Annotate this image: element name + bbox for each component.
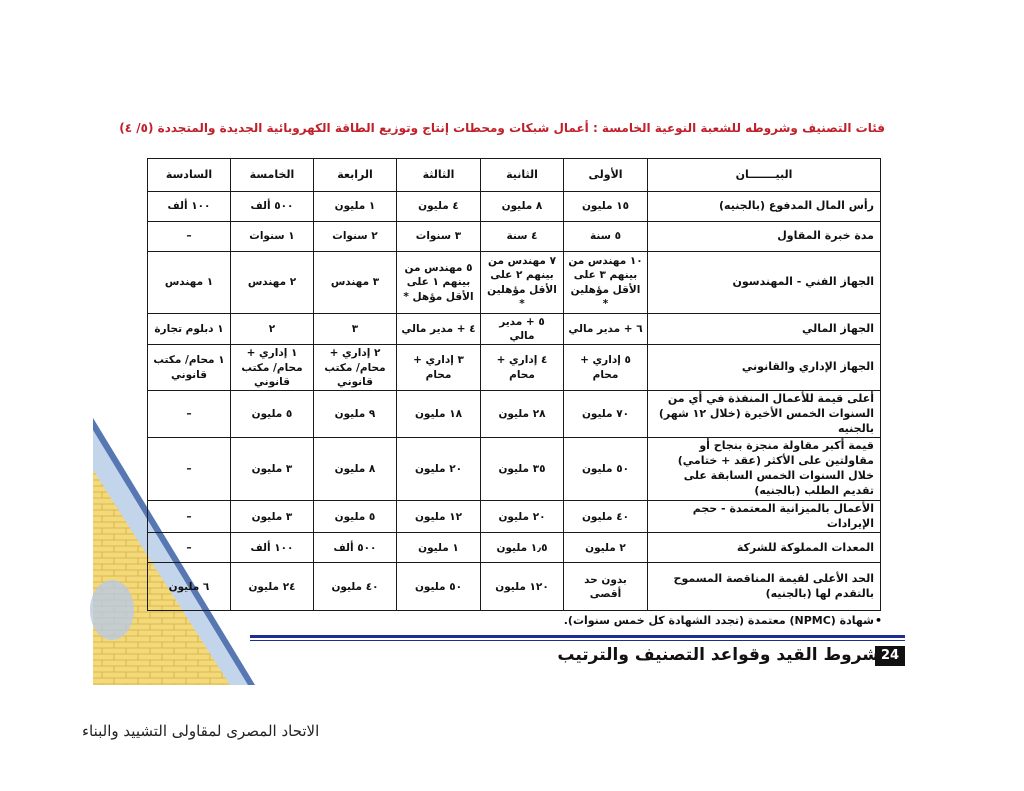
table-cell: ١٠ مهندس من بينهم ٣ على الأقل مؤهلين * [564, 252, 648, 314]
table-cell: ٢٨ مليون [481, 390, 564, 438]
table-cell: ٣ مليون [231, 500, 314, 533]
table-cell: ٢ إداري + محام/ مكتب قانوني [314, 345, 397, 391]
table-cell: ١ مليون [314, 192, 397, 222]
table-cell: ٥ + مدير مالي [481, 314, 564, 345]
table-cell: ٨ مليون [314, 438, 397, 500]
table-cell: ٢٤ مليون [231, 563, 314, 611]
table-cell: ٨ مليون [481, 192, 564, 222]
table-row [148, 438, 881, 500]
table-cell: ٤ مليون [397, 192, 481, 222]
table-cell: ٤٠ مليون [314, 563, 397, 611]
table-cell: – [148, 438, 231, 500]
table-cell: ١٢ مليون [397, 500, 481, 533]
note-bullet: • [874, 614, 882, 627]
table-cell: ١٠٠ ألف [231, 533, 314, 563]
table-cell: – [148, 500, 231, 533]
row-label: الجهاز الفني - المهندسون [648, 252, 881, 314]
page-title: فئات التصنيف وشروطه للشعبة النوعية الخامسة : أعمال شبكات ومحطات إنتاج وتوزيع الطاقة الكهروبائية الجديدة والمتجددة (٥/ ٤) [119, 121, 885, 135]
table-row [148, 222, 881, 252]
table-cell: ١ سنوات [231, 222, 314, 252]
table-cell: ٥٠٠ ألف [314, 533, 397, 563]
footer-title: شروط القيد وقواعد التصنيف والترتيب [557, 645, 879, 665]
table-cell: ٥ مهندس من بينهم ١ على الأقل مؤهل * [397, 252, 481, 314]
table-cell: ٥ إداري + محام [564, 345, 648, 391]
table-cell: ٦ + مدير مالي [564, 314, 648, 345]
table-cell: – [148, 390, 231, 438]
footer-divider [250, 635, 905, 638]
table-cell: – [148, 222, 231, 252]
table-cell: ٢ [231, 314, 314, 345]
table-cell: ٥ سنة [564, 222, 648, 252]
table-row [148, 390, 881, 438]
table-row [148, 252, 881, 314]
table-cell: ٢ مليون [564, 533, 648, 563]
table-row [148, 314, 881, 345]
table-cell: ٣٥ مليون [481, 438, 564, 500]
table-row [148, 500, 881, 533]
table-cell: ١٢٠ مليون [481, 563, 564, 611]
table-cell: ١٠٠ ألف [148, 192, 231, 222]
header-grade-2: الثانية [481, 159, 564, 192]
table-cell: ٩ مليون [314, 390, 397, 438]
table-cell: ٥٠ مليون [397, 563, 481, 611]
classification-table [147, 158, 881, 611]
page-number: 24 [875, 646, 905, 666]
row-label: الجهاز المالي [648, 314, 881, 345]
table-cell: بدون حد أقصى [564, 563, 648, 611]
table-cell: ١٥ مليون [564, 192, 648, 222]
row-label: الجهاز الإداري والقانوني [648, 345, 881, 391]
row-label: الأعمال بالميزانية المعتمدة - حجم الإيرادات [648, 500, 881, 533]
table-cell: ٣ [314, 314, 397, 345]
table-row [148, 345, 881, 391]
table-row [148, 533, 881, 563]
table-cell: ١ دبلوم تجارة [148, 314, 231, 345]
header-grade-5: الخامسة [231, 159, 314, 192]
table-cell: ٢٠ مليون [481, 500, 564, 533]
table-cell: ٧ مهندس من بينهم ٢ على الأقل مؤهلين * [481, 252, 564, 314]
table-cell: ١٨ مليون [397, 390, 481, 438]
table-cell: ٦ مليون [148, 563, 231, 611]
table-cell: ٤ + مدير مالي [397, 314, 481, 345]
row-label: الحد الأعلى لقيمة المناقصة المسموح بالتقدم لها (بالجنيه) [648, 563, 881, 611]
table-cell: ١ محام/ مكتب قانوني [148, 345, 231, 391]
table-cell: ٣ إداري + محام [397, 345, 481, 391]
table-cell: ٤٠ مليون [564, 500, 648, 533]
table-cell: ٣ مهندس [314, 252, 397, 314]
table-header-row [148, 159, 881, 192]
row-label: مدة خبرة المقاول [648, 222, 881, 252]
footer-divider-thin [250, 640, 905, 641]
table-cell: ٤ إداري + محام [481, 345, 564, 391]
table-cell: – [148, 533, 231, 563]
header-grade-1: الأولى [564, 159, 648, 192]
table-row [148, 192, 881, 222]
row-label: قيمة أكبر مقاولة منجزة بنجاح أو مقاولتين على الأكثر (عقد + ختامي) خلال السنوات الخمس السابقة على تقديم الطلب (بالجنيه) [648, 438, 881, 500]
row-label: أعلى قيمة للأعمال المنفذة في أي من السنوات الخمس الأخيرة (خلال ١٢ شهر) بالجنيه [648, 390, 881, 438]
table-cell: ٢ سنوات [314, 222, 397, 252]
header-item: البيـــــــان [648, 159, 881, 192]
table-row [148, 563, 881, 611]
table-cell: ٥ مليون [314, 500, 397, 533]
table-cell: ٣ مليون [231, 438, 314, 500]
table-cell: ١٫٥ مليون [481, 533, 564, 563]
organization-name: الاتحاد المصرى لمقاولى التشييد والبناء [82, 722, 320, 740]
row-label: رأس المال المدفوع (بالجنيه) [648, 192, 881, 222]
table-cell: ١ إداري + محام/ مكتب قانوني [231, 345, 314, 391]
table-cell: ١ مليون [397, 533, 481, 563]
header-grade-4: الرابعة [314, 159, 397, 192]
table-cell: ٢ مهندس [231, 252, 314, 314]
table-cell: ١ مهندس [148, 252, 231, 314]
header-grade-3: الثالثة [397, 159, 481, 192]
header-grade-6: السادسة [148, 159, 231, 192]
table-cell: ٤ سنة [481, 222, 564, 252]
table-cell: ٢٠ مليون [397, 438, 481, 500]
table-cell: ٧٠ مليون [564, 390, 648, 438]
table-cell: ٥٠٠ ألف [231, 192, 314, 222]
table-cell: ٥ مليون [231, 390, 314, 438]
table-cell: ٣ سنوات [397, 222, 481, 252]
row-label: المعدات المملوكة للشركة [648, 533, 881, 563]
table-cell: ٥٠ مليون [564, 438, 648, 500]
certificate-note: شهادة (NPMC) معتمدة (تجدد الشهادة كل خمس سنوات). [563, 614, 874, 627]
